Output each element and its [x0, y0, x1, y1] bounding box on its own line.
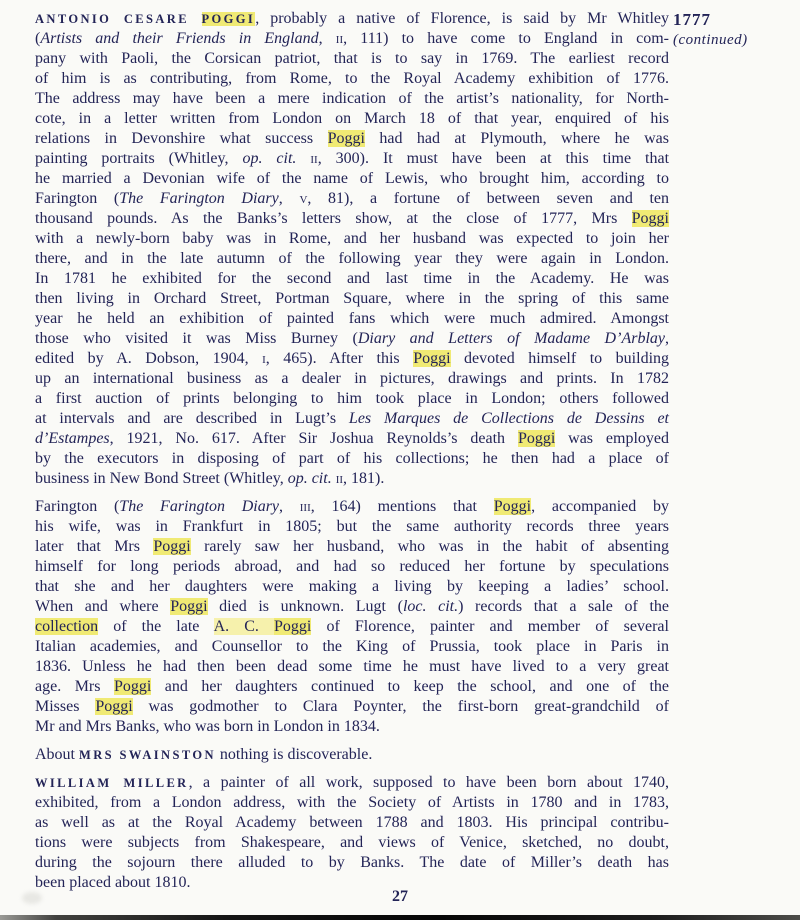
- text-line: business in New Bond Street (Whitley, op. cit. ii, 181).: [35, 470, 385, 487]
- text-line: WILLIAM MILLER, a painter of all work, supposed to have been born about 1740,: [35, 774, 669, 791]
- paragraph: [35, 745, 669, 765]
- text-line: About MRS SWAINSTON nothing is discoverable.: [35, 746, 373, 763]
- text-line: pany with Paoli, the Corsican patriot, that is to say in 1769. The earliest record: [35, 50, 669, 67]
- text-line: tions were subjects from Shakespeare, and views of Venice, sketched, no doubt,: [35, 834, 669, 851]
- text-line: edited by A. Dobson, 1904, i, 465). After this Poggi devoted himself to building: [35, 350, 670, 367]
- text-line: relations in Devonshire what success Poggi had had at Plymouth, where he was: [35, 130, 669, 147]
- highlighted-text: Poggi: [274, 618, 312, 635]
- highlighted-text: Poggi: [170, 598, 208, 615]
- highlighted-text: Poggi: [493, 498, 532, 515]
- text-line: painting portraits (Whitley, op. cit. ii, 300). It must have been at this time that: [35, 150, 670, 167]
- text-line: (Artists and their Friends in England, ii, 111) to have come to England in com-: [35, 30, 669, 47]
- page-text: [35, 9, 669, 901]
- highlighted-text: Poggi: [327, 130, 365, 147]
- text-line: year he held an exhibition of painted fans which were much admired. Amongst: [35, 310, 669, 327]
- text-line: d’Estampes, 1921, No. 617. After Sir Joshua Reynolds’s death Poggi was employed: [35, 430, 670, 447]
- page-number: 27: [392, 888, 408, 905]
- text-line: that she and her daughters were making a living by keeping a ladies’ school.: [35, 578, 669, 595]
- text-line: thousand pounds. As the Banks’s letters show, at the close of 1777, Mrs Poggi: [35, 210, 669, 227]
- text-line: age. Mrs Poggi and her daughters continued to keep the school, and one of the: [35, 678, 670, 695]
- highlighted-text: Poggi: [517, 430, 556, 447]
- text-line: Mr and Mrs Banks, who was born in London in 1834.: [35, 718, 380, 735]
- text-line: Misses Poggi was godmother to Clara Poynter, the first-born great-grandchild of: [35, 698, 669, 715]
- text-line: cote, in a letter written from London on March 18 of that year, enquired of his: [35, 110, 669, 127]
- highlighted-text: A. C.: [213, 618, 275, 635]
- paragraph: [35, 497, 669, 737]
- highlighted-text: Poggi: [95, 698, 133, 715]
- text-line: a first auction of prints belonging to him took place in London; others followed: [35, 390, 669, 407]
- paragraph: [35, 9, 669, 489]
- margin-continued-label: (continued): [673, 32, 748, 48]
- text-line: during the sojourn there alluded to by Banks. The date of Miller’s death has: [35, 854, 669, 871]
- text-line: been placed about 1810.: [35, 874, 191, 891]
- text-line: by the executors in disposing of part of his collections; he then had a place of: [35, 450, 669, 467]
- text-line: ANTONIO CESARE POGGI, probably a native of Florence, is said by Mr Whitley: [35, 10, 670, 27]
- text-line: up an international business as a dealer in pictures, drawings and prints. In 1782: [35, 370, 669, 387]
- text-line: then living in Orchard Street, Portman Square, where in the spring of this same: [35, 290, 669, 307]
- text-line: there, and in the late autumn of the following year they were again in London.: [35, 250, 669, 267]
- text-line: 1836. Unless he had then been dead some time he must have lived to a very great: [35, 658, 669, 675]
- text-line: he married a Devonian wife of the name of Lewis, who brought him, according to: [35, 170, 669, 187]
- highlighted-text: Poggi: [631, 210, 669, 227]
- text-line: exhibited, from a London address, with the Society of Artists in 1780 and in 1783,: [35, 794, 669, 811]
- highlighted-text: Poggi: [113, 678, 152, 695]
- text-line: himself for long periods abroad, and had so reduced her fortune by speculations: [35, 558, 669, 575]
- text-line: In 1781 he exhibited for the second and last time in the Academy. He was: [35, 270, 669, 287]
- paragraph: [35, 773, 669, 893]
- text-line: of him is as contributing, from Rome, to the Royal Academy exhibition of 1776.: [35, 70, 669, 87]
- text-line: Italian academies, and Counsellor to the King of Prussia, took place in Paris in: [35, 638, 669, 655]
- highlighted-text: POGGI: [201, 12, 256, 26]
- text-line: at intervals and are described in Lugt’s Les Marques de Collections de Dessins et: [35, 410, 669, 427]
- scan-bottom-edge: [0, 915, 800, 920]
- text-line: those who visited it was Miss Burney (Diary and Letters of Madame D’Arblay,: [35, 330, 669, 347]
- text-line: as well as at the Royal Academy between 1788 and 1803. His principal contribu-: [35, 814, 669, 831]
- text-line: When and where Poggi died is unknown. Lugt (loc. cit.) records that a sale of the: [35, 598, 670, 615]
- margin-year: 1777: [673, 10, 711, 29]
- text-line: later that Mrs Poggi rarely saw her husband, who was in the habit of absenting: [35, 538, 670, 555]
- highlighted-text: Poggi: [153, 538, 191, 555]
- text-line: his wife, was in Frankfurt in 1805; but the same authority records three years: [35, 518, 669, 535]
- highlighted-text: Poggi: [413, 350, 451, 367]
- text-line: Farington (The Farington Diary, v, 81), a fortune of between seven and ten: [35, 190, 670, 207]
- highlighted-text: collection: [35, 618, 99, 635]
- text-line: with a newly-born baby was in Rome, and her husband was expected to join her: [35, 230, 669, 247]
- text-line: The address may have been a mere indication of the artist’s nationality, for North-: [35, 90, 669, 107]
- text-line: collection of the late A. C. Poggi of Florence, painter and member of several: [35, 618, 669, 635]
- margin-note: [673, 9, 793, 51]
- text-line: Farington (The Farington Diary, iii, 164) mentions that Poggi, accompanied by: [35, 498, 669, 515]
